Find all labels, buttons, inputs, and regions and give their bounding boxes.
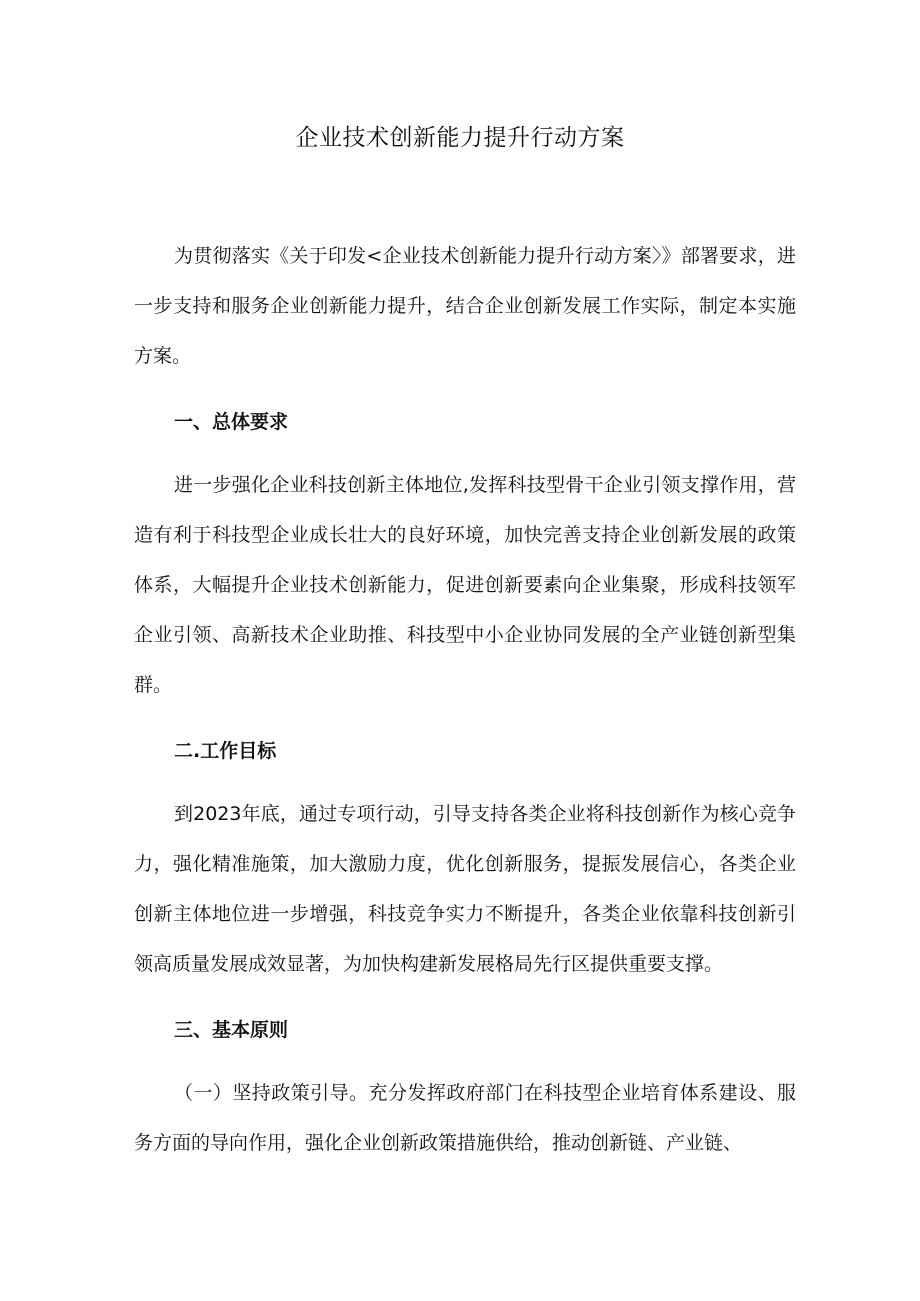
section-paragraph-work-goals: 到2023年底，通过专项行动，引导支持各类企业将科技创新作为核心竞争力，强化精准施策，加大激励力度，优化创新服务，提振发展信心，各类企业创新主体地位进一步增强，科技竞争实力不断提升，各类企业依靠科技创新引领高质量发展成效显著，为加快构建新发展格局先行区提供重要支撑。	[134, 803, 796, 975]
section-heading-basic-principles: 三、基本原则	[174, 1019, 289, 1041]
section-paragraph-overall-requirements: 进一步强化企业科技创新主体地位,发挥科技型骨干企业引领支撑作用，营造有利于科技型企业成长壮大的良好环境，加快完善支持企业创新发展的政策体系，大幅提升企业技术创新能力，促进创新要素向企业集聚，形成科技领军企业引领、高新技术企业助推、科技型中小企业协同发展的全产业链创新型集群。	[134, 474, 796, 696]
section-heading-work-goals: 二.工作目标	[174, 740, 277, 762]
spacer	[134, 989, 796, 1005]
section-paragraph-basic-principles: （一）坚持政策引导。充分发挥政府部门在科技型企业培育体系建设、服务方面的导向作用，强化企业创新政策措施供给，推动创新链、产业链、	[134, 1082, 796, 1154]
section-heading-overall-requirements: 一、总体要求	[174, 411, 289, 433]
spacer	[134, 447, 796, 460]
spacer	[134, 381, 796, 397]
spacer	[134, 710, 796, 726]
spacer	[134, 776, 796, 789]
document-title: 企业技术创新能力提升行动方案	[295, 125, 625, 151]
document-body	[134, 231, 796, 1168]
spacer	[134, 1055, 796, 1068]
intro-paragraph: 为贯彻落实《关于印发<企业技术创新能力提升行动方案〉》部署要求，进一步支持和服务企业创新能力提升，结合企业创新发展工作实际，制定本实施方案。	[134, 245, 796, 367]
